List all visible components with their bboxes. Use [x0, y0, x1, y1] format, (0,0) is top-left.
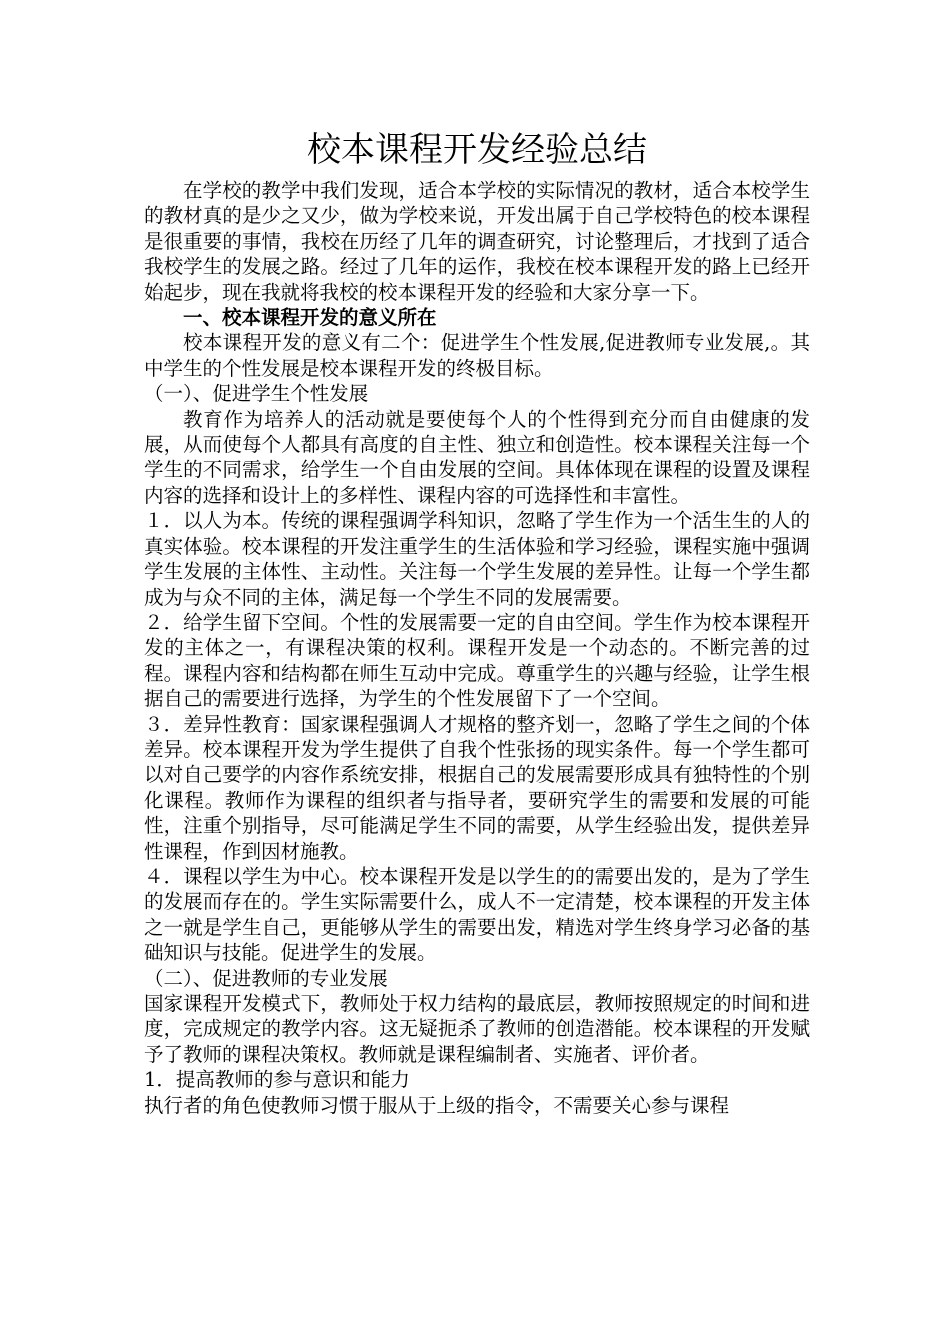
trailing-paragraph: 执行者的角色使教师习惯于服从于上级的指令，不需要关心参与课程 — [144, 1093, 730, 1117]
subsection-heading-2: （二）、促进教师的专业发展 — [144, 966, 388, 990]
list-item-4: ４．课程以学生为中心。校本课程开发是以学生的的需要出发的，是为了学生的发展而存在的。学生实际需要什么，成人不一定清楚，校本课程的开发主体之一就是学生自己，更能够从学生的需要出发，精选对学生终身学习必备的基础知识与技能。促进学生的发展。 — [144, 864, 810, 965]
intro-paragraph: 在学校的教学中我们发现，适合本学校的实际情况的教材，适合本校学生的教材真的是少之又少，做为学校来说，开发出属于自己学校特色的校本课程是很重要的事情，我校在历经了几年的调查研究，讨论整理后，才找到了适合我校学生的发展之路。经过了几年的运作，我校在校本课程开发的路上已经开始起步，现在我就将我校的校本课程开发的经验和大家分享一下。 — [144, 179, 810, 304]
list-item-teacher-1: 1．提高教师的参与意识和能力 — [144, 1068, 410, 1092]
list-item-3: ３．差异性教育：国家课程强调人才规格的整齐划一，忽略了学生之间的个体差异。校本课程开发为学生提供了自我个性张扬的现实条件。每一个学生都可以对自己要学的内容作系统安排，根据自己的发展需要形成具有独特性的个别化课程。教师作为课程的组织者与指导者，要研究学生的需要和发展的可能性，注重个别指导，尽可能满足学生不同的需要，从学生经验出发，提供差异性课程，作到因材施教。 — [144, 712, 810, 863]
document-title: 校本课程开发经验总结 — [307, 130, 647, 170]
subsection-1-paragraph: 教育作为培养人的活动就是要使每个人的个性得到充分而自由健康的发展，从而使每个人都具有高度的自主性、独立和创造性。校本课程关注每一个学生的不同需求，给学生一个自由发展的空间。具体体现在课程的设置及课程内容的选择和设计上的多样性、课程内容的可选择性和丰富性。 — [144, 407, 810, 507]
section-heading-1: 一、校本课程开发的意义所在 — [183, 306, 437, 330]
subsection-heading-1: （一）、促进学生个性发展 — [144, 382, 369, 406]
list-item-2: ２．给学生留下空间。个性的发展需要一定的自由空间。学生作为校本课程开发的主体之一，有课程决策的权利。课程开发是一个动态的。不断完善的过程。课程内容和结构都在师生互动中完成。尊重学生的兴趣与经验，让学生根据自己的需要进行选择，为学生的个性发展留下了一个空间。 — [144, 610, 810, 711]
list-item-1: １．以人为本。传统的课程强调学科知识，忽略了学生作为一个活生生的人的真实体验。校本课程的开发注重学生的生活体验和学习经验，课程实施中强调学生发展的主体性、主动性。关注每一个学生发展的差异性。让每一个学生都成为与众不同的主体，满足每一个学生不同的发展需要。 — [144, 509, 810, 609]
subsection-2-paragraph: 国家课程开发模式下，教师处于权力结构的最底层，教师按照规定的时间和进度，完成规定的教学内容。这无疑扼杀了教师的创造潜能。校本课程的开发赋予了教师的课程决策权。教师就是课程编制者、实施者、评价者。 — [144, 992, 810, 1066]
section-1-paragraph: 校本课程开发的意义有二个：促进学生个性发展,促进教师专业发展,。其中学生的个性发展是校本课程开发的终极目标。 — [144, 331, 810, 380]
